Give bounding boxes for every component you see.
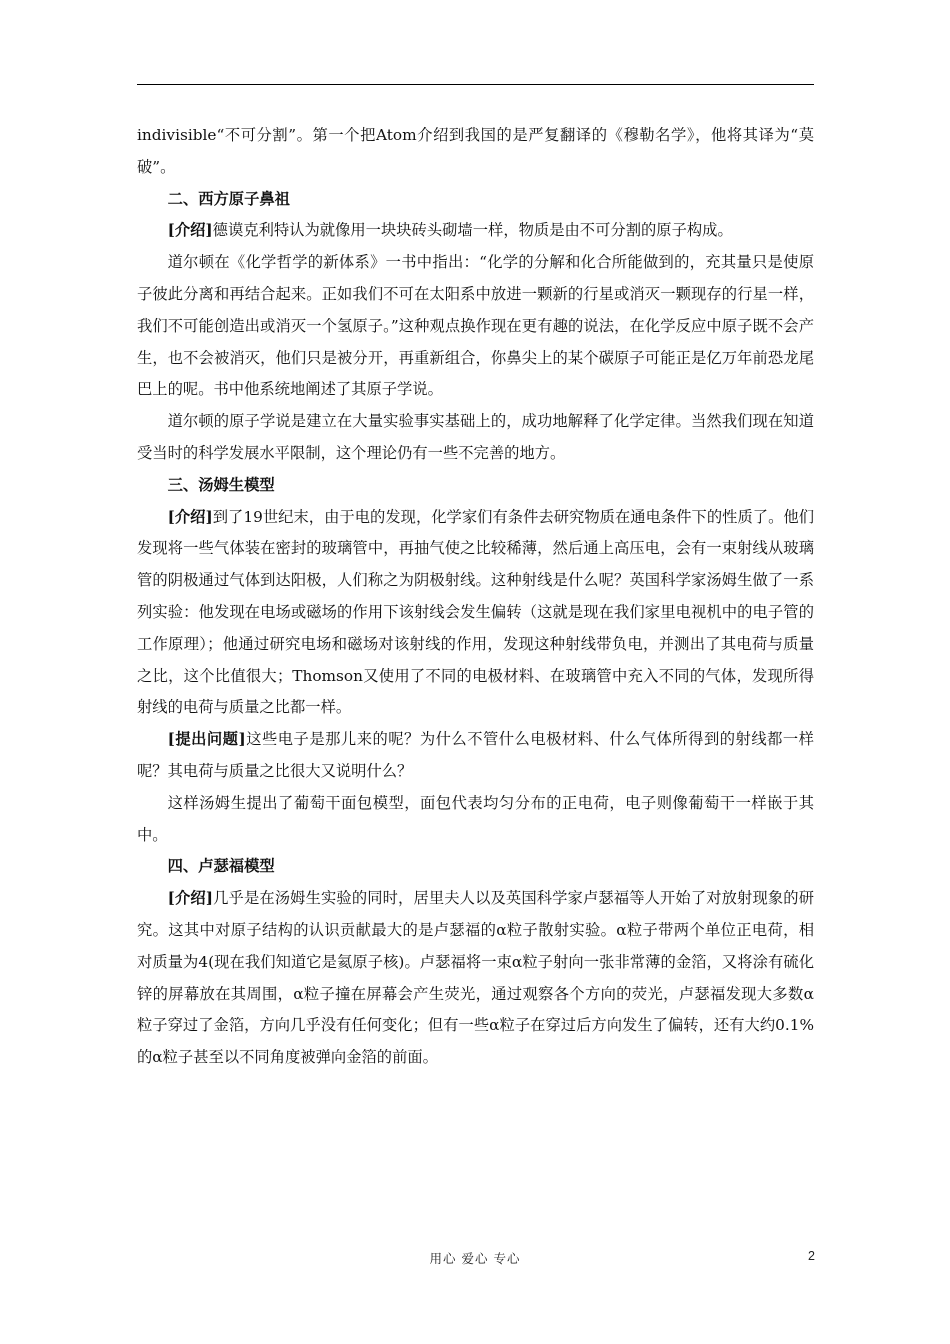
page-number: 2 [808, 1249, 815, 1263]
body-paragraph [137, 247, 814, 406]
paragraph-text: 道尔顿在《化学哲学的新体系》一书中指出：“化学的分解和化合所能做到的，充其量只是使原子彼此分离和再结合起来。正如我们不可在太阳系中放进一颗新的行星或消灭一颗现存的行星一样，我们不可能创造出或消灭一个氢原子。”这种观点换作现在更有趣的说法，在化学反应中原子既不会产生，也不会被消灭，他们只是被分开，再重新组合，你鼻尖上的某个碳原子可能正是亿万年前恐龙尾巴上的呢。书中他系统地阐述了其原子学说。 [137, 253, 814, 399]
paragraph-tag: [提出问题] [167, 730, 246, 749]
paragraph-text: 到了19世纪末，由于电的发现，化学家们有条件去研究物质在通电条件下的性质了。他们发现将一些气体装在密封的玻璃管中，再抽气使之比较稀薄，然后通上高压电，会有一束射线从玻璃管的阴极通过气体到达阳极，人们称之为阴极射线。这种射线是什么呢？英国科学家汤姆生做了一系列实验：他发现在电场或磁场的作用下该射线会发生偏转（这就是现在我们家里电视机中的电子管的工作原理）；他通过研究电场和磁场对该射线的作用，发现这种射线带负电，并测出了其电荷与质量之比，这个比值很大；Thomson又使用了不同的电极材料、在玻璃管中充入不同的气体，发现所得射线的电荷与质量之比都一样。 [137, 507, 815, 717]
footer-motto: 用心 爱心 专心 [429, 1251, 521, 1266]
paragraph-text: 道尔顿的原子学说是建立在大量实验事实基础上的，成功地解释了化学定律。当然我们现在知道受当时的科学发展水平限制，这个理论仍有一些不完善的地方。 [137, 412, 814, 462]
body-paragraph [137, 502, 814, 725]
paragraph-text: 这些电子是那儿来的呢？为什么不管什么电极材料、什么气体所得到的射线都一样呢？其电荷与质量之比很大又说明什么？ [137, 730, 814, 780]
body-paragraph [137, 724, 814, 788]
paragraph-text: indivisible“不可分割”。第一个把Atom介绍到我国的是严复翻译的《穆勒名学》，他将其译为“莫破”。 [137, 126, 814, 176]
paragraph-text: 几乎是在汤姆生实验的同时，居里夫人以及英国科学家卢瑟福等人开始了对放射现象的研究。这其中对原子结构的认识贡献最大的是卢瑟福的α粒子散射实验。α粒子带两个单位正电荷，相对质量为4(现在我们知道它是氦原子核)。卢瑟福将一束α粒子射向一张非常薄的金箔，又将涂有硫化锌的屏幕放在其周围，α粒子撞在屏幕会产生荧光，通过观察各个方向的荧光，卢瑟福发现大多数α粒子穿过了金箔，方向几乎没有任何变化；但有一些α粒子在穿过后方向发生了偏转，还有大约0.1%的α粒子甚至以不同角度被弹向金箔的前面。 [137, 889, 814, 1067]
body-paragraph [137, 120, 814, 184]
header-rule [137, 84, 814, 85]
section-heading: 二、西方原子鼻祖 [167, 189, 290, 208]
paragraph-tag: [介绍] [167, 889, 214, 908]
body-paragraph [137, 788, 814, 852]
body-paragraph [137, 215, 814, 247]
body-paragraph [137, 406, 814, 470]
section-heading: 三、汤姆生模型 [167, 475, 275, 494]
paragraph-text: 德谟克利特认为就像用一块块砖头砌墙一样，物质是由不可分割的原子构成。 [212, 221, 733, 240]
paragraph-tag: [介绍] [167, 507, 213, 526]
document-body [137, 120, 814, 1074]
paragraph-text: 这样汤姆生提出了葡萄干面包模型，面包代表均匀分布的正电荷，电子则像葡萄干一样嵌于其中。 [137, 793, 814, 844]
paragraph-tag: [介绍] [167, 221, 213, 240]
section-heading: 四、卢瑟福模型 [167, 857, 275, 876]
body-paragraph [137, 883, 814, 1074]
